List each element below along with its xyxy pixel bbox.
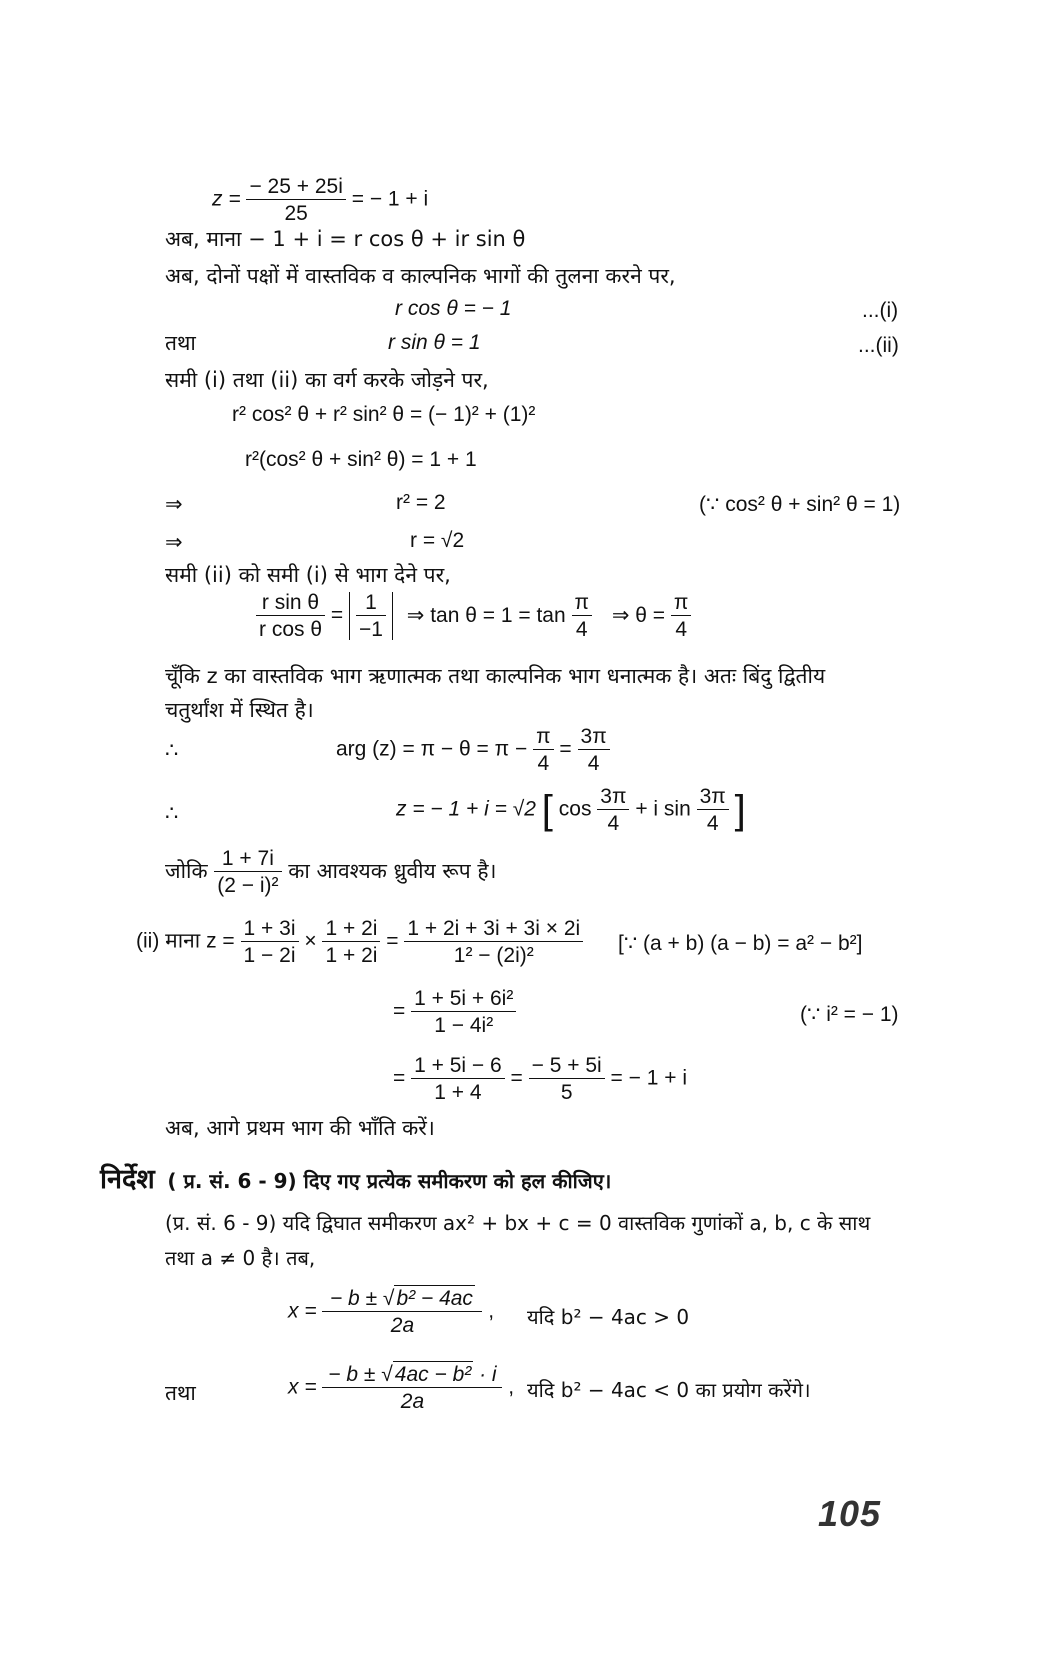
equation: r² cos² θ + r² sin² θ = (− 1)² + (1)²	[232, 403, 536, 426]
eq-arg: arg (z) = π − θ = π − $\frac{\pi}{4}$ = $\frac{3\pi}{4}$	[336, 726, 610, 774]
fraction: $\frac{\pi}{4}$	[572, 592, 593, 640]
condition: यदि b² − 4ac > 0	[527, 1305, 690, 1329]
eq-step: = $\frac{\text{1 + 5i + 6i²}}{\text{1 − 4i²}}$	[393, 988, 516, 1036]
sqrt: 4ac − b²	[394, 1363, 472, 1386]
abs-bars: $\frac{1}{-1}$	[349, 592, 393, 640]
text-line: समी (i) तथा (ii) का वर्ग करके जोड़ने पर,	[165, 368, 489, 392]
fraction: $\frac{3\pi}{4}$	[697, 786, 729, 834]
section-heading: निर्देश ( प्र. सं. 6 - 9) दिए गए प्रत्येक समीकरण को हल कीजिए।	[100, 1164, 612, 1195]
implies-arrow: ⇒	[165, 531, 183, 554]
equation: r²(cos² θ + sin² θ) = 1 + 1	[245, 448, 477, 471]
equation: r = √2	[410, 529, 465, 552]
equation: r² = 2	[396, 491, 446, 514]
paragraph-line: चतुर्थांश में स्थित है।	[165, 698, 314, 722]
therefore-sign: ∴	[165, 802, 179, 825]
condition: यदि b² − 4ac < 0 का प्रयोग करेंगे।	[527, 1378, 811, 1402]
eq-step: = $\frac{1 + 5i - 6}{1 + 4}$ = $\frac{- 5 + 5i}{5}$ = − 1 + i	[393, 1054, 688, 1104]
fraction: $\frac{1 + 5i - 6}{1 + 4}$	[411, 1055, 505, 1103]
eq-polar-form: z = − 1 + i = √2 [ cos $\frac{3\pi}{4}$ + i sin $\frac{3\pi}{4}$ ]	[396, 785, 746, 835]
text-line: अब, माना − 1 + i = r cos θ + ir sin θ	[165, 227, 526, 251]
fraction: $\frac{3\pi}{4}$	[578, 726, 610, 774]
polar-form-statement: जोकि $\frac{1 + 7i}{\text{(2 − i)²}}$ का आवश्यक ध्रुवीय रूप है।	[165, 847, 497, 897]
fraction: $\frac{1 + 7i}{\text{(2 − i)²}}$	[214, 848, 281, 896]
fraction: $\frac{\pi}{4}$	[533, 726, 554, 774]
equation-reason: [∵ (a + b) (a − b) = a² − b²]	[618, 932, 863, 955]
paragraph-line: चूँकि z का वास्तविक भाग ऋणात्मक तथा काल्पनिक भाग धनात्मक है। अतः बिंदु द्वितीय	[165, 664, 826, 688]
eq-lhs: z =	[212, 187, 241, 211]
fraction: $\frac{1 + 2i}{1 + 2i}$	[322, 918, 380, 966]
quadratic-formula-real: x = $\frac{\text{− b ± √b² − 4ac}}{2a}$ ,	[288, 1287, 495, 1337]
equation-reason: (∵ cos² θ + sin² θ = 1)	[699, 493, 901, 516]
equation-tag: ...(i)	[862, 299, 899, 322]
fraction: $\frac{\text{r sin θ}}{\text{r cos θ}}$	[256, 592, 325, 640]
equation-tag: ...(ii)	[858, 334, 899, 357]
quadratic-formula-complex: x = $\frac{\text{− b ± √4ac − b² · i}}{2a}$ ,	[288, 1363, 515, 1413]
fraction: $\frac{\text{1 + 5i + 6i²}}{\text{1 − 4i²}}$	[411, 988, 516, 1036]
text-line: अब, आगे प्रथम भाग की भाँति करें।	[165, 1116, 435, 1140]
implies-arrow: ⇒	[165, 493, 183, 516]
text-tatha: तथा	[165, 1381, 196, 1405]
fraction: $\frac{- 25 + 25i}{25}$	[246, 176, 345, 224]
equation-i: r cos θ = − 1	[395, 297, 512, 320]
text-line: अब, दोनों पक्षों में वास्तविक व काल्पनिक भागों की तुलना करने पर,	[165, 264, 676, 288]
fraction: $\frac{1 + 3i}{1 - 2i}$	[241, 918, 299, 966]
intro-line: (प्र. सं. 6 - 9) यदि द्विघात समीकरण ax² + bx + c = 0 वास्तविक गुणांकों a, b, c के साथ	[165, 1211, 871, 1235]
eq-tan-theta: $\frac{\text{r sin θ}}{\text{r cos θ}}$ = $\frac{1}{-1}$ ⇒ tan θ = 1 = tan $\frac{\pi}{4}$ ⇒ θ = $\frac{\pi}{4}$	[256, 592, 691, 640]
eq-part-ii: (ii) माना z = $\frac{1 + 3i}{1 - 2i}$ × $\frac{1 + 2i}{1 + 2i}$ = $\frac{1 + 2i + 3i + 3i \times 2i}{\text{1² − (2i)²}}$	[136, 918, 583, 966]
equation-ii: r sin θ = 1	[388, 331, 481, 354]
fraction: $\frac{3\pi}{4}$	[597, 786, 629, 834]
page-number: 105	[818, 1493, 882, 1534]
therefore-sign: ∴	[165, 739, 179, 762]
eq-z-value	[212, 176, 428, 224]
sqrt: b² − 4ac	[396, 1287, 473, 1310]
eq-rhs: = − 1 + i	[351, 187, 429, 211]
fraction: $\frac{1 + 2i + 3i + 3i \times 2i}{\text{1² − (2i)²}}$	[404, 918, 583, 966]
intro-line: तथा a ≠ 0 है। तब,	[165, 1246, 316, 1270]
fraction: $\frac{- 5 + 5i}{5}$	[529, 1055, 605, 1103]
text-line: समी (ii) को समी (i) से भाग देने पर,	[165, 563, 451, 587]
fraction: $\frac{\text{− b ± √4ac − b² · i}}{2a}$	[322, 1364, 502, 1412]
fraction: $\frac{\text{− b ± √b² − 4ac}}{2a}$	[322, 1288, 482, 1336]
equation-reason: (∵ i² = − 1)	[800, 1003, 899, 1026]
fraction: $\frac{\pi}{4}$	[671, 592, 692, 640]
text-tatha: तथा	[165, 331, 196, 355]
